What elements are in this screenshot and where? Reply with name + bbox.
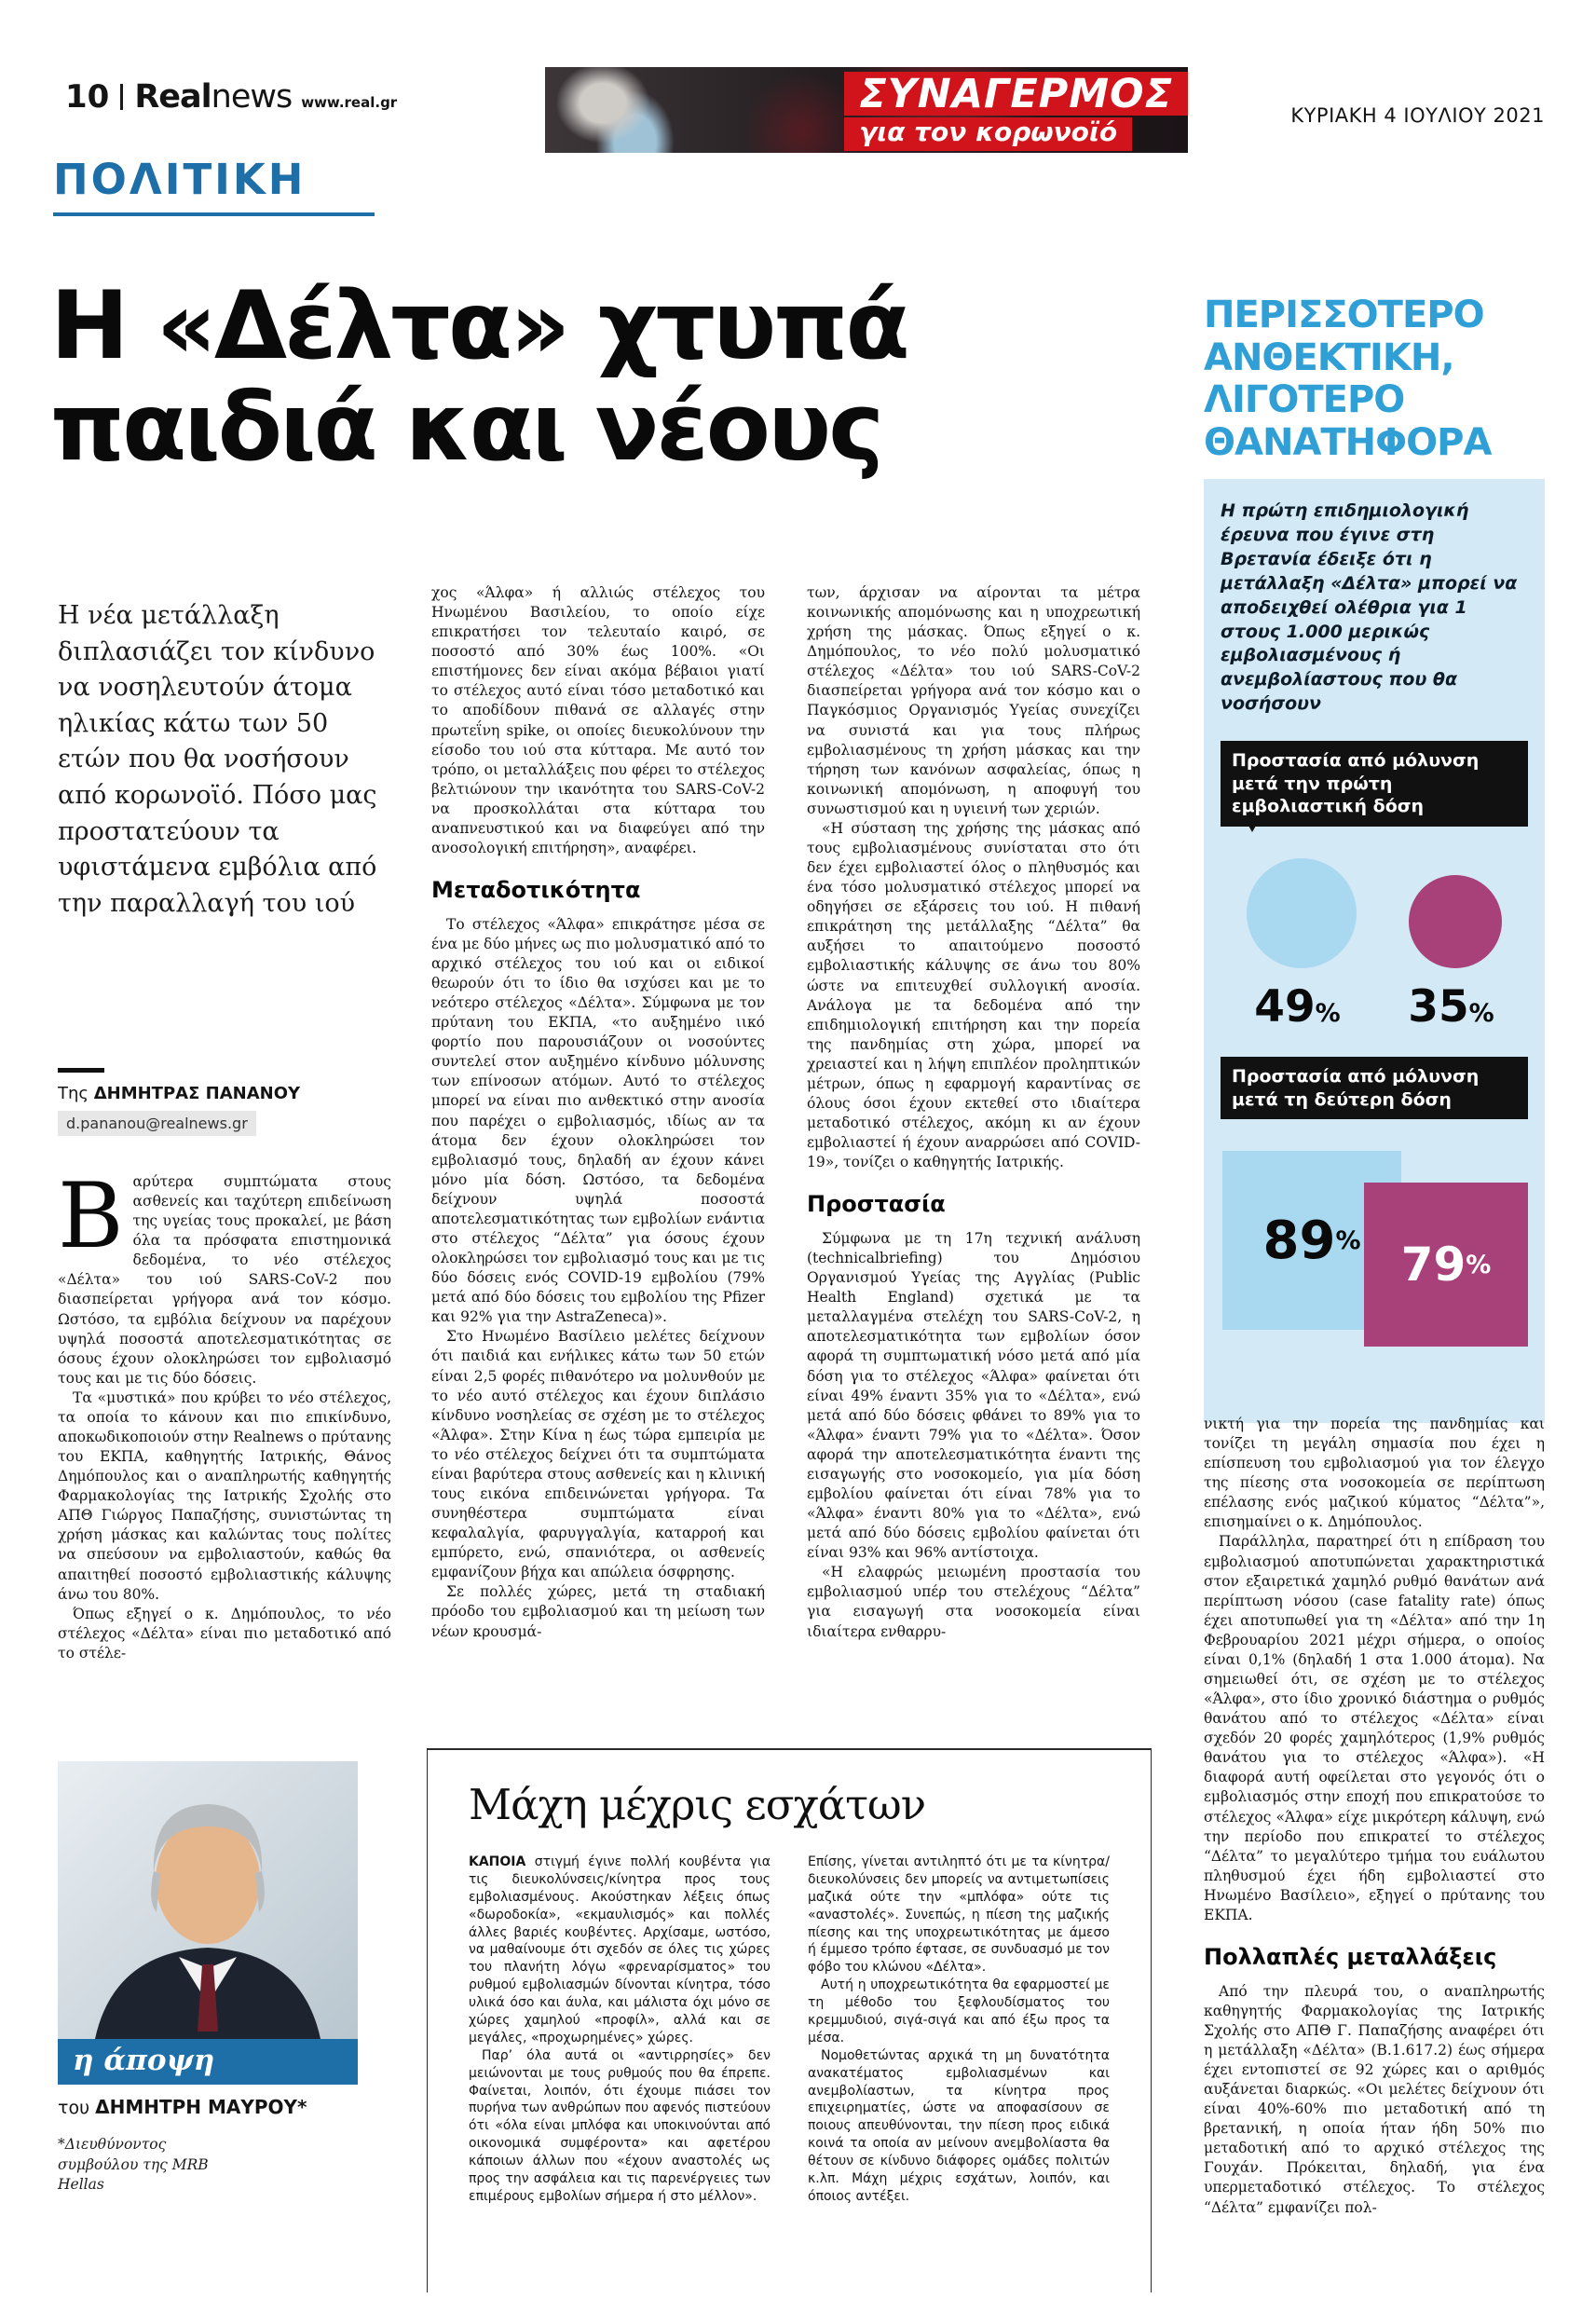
body-paragraph: «Η ελαφρώς μειωμένη προστασία του εμβολιασμού υπέρ του στελέχους “Δέλτα” για εισαγωγή στα νοσοκομεία είναι ιδιαίτερα ενθαρρυ- — [807, 1564, 1140, 1640]
subhead-transmissibility: Μεταδοτικότητα — [431, 877, 641, 904]
body-paragraph: «Η σύσταση της χρήσης της μάσκας από τους εμβολιασμένους συνίσταται στο ότι δεν έχει εμβολιαστεί όλος ο πληθυσμός και ένα τόσο μολυσματικό στέλεχος μπορεί να οδηγήσει σε εξάρσεις του ιού. Η πιθανή επικράτηση της μετάλλαξης “Δέλτα” θα αυξήσει το απαιτούμενο ποσοστό εμβολιαστικής κάλυψης σε άνω του 80% ώστε να επιτευχθεί συλλογική ανοσία. Ανάλογα με τα δεδομένα από την επιδημιολογική επιτήρηση και την πορεία της πανδημίας στη χώρα, μπορεί να χρειαστεί και η λήψη επιπλέον προληπτικών μέτρων, όπως η εφαρμογή καραντίνας σε όλους όσοι έχουν εκτεθεί στο ιδιαίτερα μεταδοτικό στέλεχος, ακόμη κι αν έχουν εμβολιαστεί ή έχουν αναρρώσει από COVID-19», τονίζει ο καθηγητής Ιατρικής. — [807, 819, 1140, 1171]
body-column-1 — [58, 1172, 391, 1728]
byline-email: d.pananou@realnews.gr — [58, 1111, 256, 1136]
percent-sign: % — [1335, 1225, 1361, 1255]
subhead-multiple-mutations: Πολλαπλές μεταλλάξεις — [1204, 1944, 1497, 1971]
chart1-delta-circle — [1409, 875, 1502, 968]
opinion-columns — [469, 1854, 1110, 2254]
body-paragraph: Σε πολλές χώρες, μετά τη σταδιακή πρόοδο του εμβολιασμού και τη μείωση των νέων κρουσμά- — [431, 1583, 765, 1640]
masthead — [65, 78, 397, 116]
author-prefix: του — [58, 2098, 90, 2118]
body-paragraph: χος «Άλφα» ή αλλιώς στέλεχος του Ηνωμένου Βασιλείου, το οποίο είχε επικρατήσει τον τελευταίο καιρό, σε ποσοστό από 30% έως 100%. «Οι επιστήμονες δεν είναι ακόμα βέβαιοι γιατί το στέλεχος αυτό είναι τόσο μεταδοτικό και το αποδίδουν πιθανά σε αλλαγές στην πρωτεΐνη spike, οι οποίες διευκολύνουν την είσοδο του ιού στα κύτταρα. Με αυτό τον τρόπο, οι μεταλλάξεις που φέρει το στέλεχος βελτιώνουν την ικανότητα του SARS-CoV-2 να προσκολλάται στα κύτταρα του αναπνευστικού και να διαφεύγει από την ανοσολογική επιτήρηση», αναφέρει. — [431, 584, 765, 857]
body-column-4 — [1204, 1415, 1545, 2294]
percent-sign: % — [1468, 998, 1494, 1028]
opinion-footnote: *Διευθύνοντος συμβούλου της MRB Hellas — [58, 2136, 209, 2194]
infographic-sidebar — [1204, 294, 1545, 1423]
chart1-alpha-value — [1254, 981, 1340, 1033]
value-number: 79 — [1400, 1238, 1466, 1293]
paragraph-text: αρύτερα συμπτώματα στους ασθενείς και ταχύτερη επιδείνωση της υγείας τους προκαλεί, με βάση όλα τα πρόσφατα επιστημονικά δεδομένα, το νέο στέλεχος «Δέλτα» του ιού SARS-CoV-2 που διασπείρεται γρήγορα ανά τον κόσμο. Ωστόσο, τα εμβόλια δείχνουν να παρέχουν υψηλά ποσοστά αποτελεσματικότητας σε όσους έχουν ολοκληρώσει τον εμβολιασμό τους και με τις δύο δόσεις. — [58, 1173, 391, 1387]
byline — [58, 1084, 384, 1103]
brand-logo-light: news — [211, 78, 293, 116]
byline-rule — [58, 1068, 104, 1073]
body-paragraph: Παράλληλα, παρατηρεί ότι η επίδραση του εμβολιασμού αποτυπώνεται χαρακτηριστικά στον εξαιρετικά χαμηλό ρυθμό θανάτων ανά περίπτωση νόσου (case fatality rate) όπως έχει αποτυπωθεί για τη «Δέλτα» από την 1η Φεβρουαρίου 2021 μέχρι σήμερα, ο οποίος είναι 0,1% (δηλαδή 1 στα 1.000 άτομα). Να σημειωθεί ότι, σε σχέση με το στέλεχος «Άλφα», στο ίδιο χρονικό διάστημα ο ρυθμός θανάτου από το στέλεχος «Δέλτα» είναι σχεδόν 20 φορές χαμηλότερος (1,9% ρυθμός θανάτου για το στέλεχος «Άλφα»). «Η διαφορά αυτή οφείλεται στο γεγονός ότι ο εμβολιασμός στην εποχή που επικρατούσε το στέλεχος «Άλφα» είχε μικρότερη κάλυψη, ενώ την περίοδο που επικρατεί το στέλεχος “Δέλτα” το μεγαλύτερο τμήμα του ευάλωτου πληθυσμού έχει ήδη εμβολιαστεί στο Ηνωμένο Βασίλειο», εξηγεί ο πρύτανης του ΕΚΠΑ. — [1204, 1533, 1545, 1923]
value-number: 49 — [1254, 980, 1316, 1033]
opinion-paragraph — [469, 1854, 771, 2047]
opinion-profile — [58, 1761, 358, 2196]
opinion-lead-word: ΚΑΠΟΙΑ — [469, 1854, 526, 1869]
body-paragraph: Σύμφωνα με τη 17η τεχνική ανάλυση (technicalbriefing) του Δημόσιου Οργανισμού Υγείας της Αγγλίας (Public Health England) σχετικά με τα μεταλλαγμένα στελέχη του SARS-CoV-2, η αποτελεσματικότητα των εμβολίων όσον αφορά τη συμπτωματική νόσο μετά από μία δόση για το στέλεχος «Άλφα» φαίνεται ότι είναι 49% έναντι 35% για το «Δέλτα», ενώ μετά από δύο δόσεις φθάνει το 89% για το «Άλφα» έναντι 79% για το «Δέλτα». Όσον αφορά την αποτελεσματικότητα έναντι της εισαγωγής στο νοσοκομείο, για μία δόση εμβολίου φαίνεται ότι είναι 78% για το «Άλφα» έναντι 80% για το «Δέλτα», ενώ μετά από δύο δόσεις εμβολίου φαίνεται ότι είναι 93% και 96% αντίστοιχα. — [807, 1229, 1140, 1562]
author-portrait — [58, 1761, 358, 2039]
section-rule — [53, 212, 375, 216]
body-paragraph: των, άρχισαν να αίρονται τα μέτρα κοινωνικής απομόνωσης και η υποχρεωτική χρήση της μάσκας. Όπως εξηγεί ο κ. Δημόπουλος, το νέο πολύ μολυσματικό στέλεχος «Δέλτα» του ιού SARS-CoV-2 διασπείρεται γρήγορα ανά τον κόσμο και ο Παγκόσμιος Οργανισμός Υγείας συνεχίζει να συνιστά και για τους πλήρως εμβολιασμένους τη χρήση μάσκας και την τήρηση των κανόνων ασφαλείας, όπως η κοινωνική απομόνωση, η αποφυγή του συνωστισμού και η υγιεινή των χεριών. — [807, 584, 1140, 817]
banner-headline: ΣΥΝΑΓΕΡΜΟΣ — [844, 72, 1188, 116]
opinion-kicker: η άποψη — [58, 2039, 358, 2085]
author-name: ΔΗΜΗΤΡΗ ΜΑΥΡΟΥ* — [95, 2096, 307, 2118]
opinion-column-2 — [808, 1854, 1110, 2254]
chart1-delta-value — [1408, 981, 1494, 1033]
article-lead: Η νέα μετάλλαξη διπλασιάζει τον κίνδυνο να νοσηλευτούν άτομα ηλικίας κάτω των 50 ετών που θα νοσήσουν από κορωνοϊό. Πόσο μας προστατεύουν τα υφιστάμενα εμβόλια από την παραλλαγή του ιού — [58, 601, 377, 918]
body-paragraph: Το στέλεχος «Άλφα» επικράτησε μέσα σε ένα με δύο μήνες ως πιο μολυσματικό από το αρχικό στέλεχος του ιού και οι ειδικοί θεωρούν ότι το ίδιο θα ισχύσει και με το νεότερο στέλεχος «Δέλτα». Σύμφωνα με τον πρύτανη του ΕΚΠΑ, «το αυξημένο ιικό φορτίο που παρουσιάζουν οι νοσούντες συντελεί στον αυξημένο κίνδυνο μόλυνσης των επίνοσων ατόμων. Αυτό το στέλεχος μπορεί να είναι πιο ανθεκτικό στην ανοσία που παρέχει ο εμβολιασμός, ιδίως αν τα άτομα δεν έχουν ολοκληρώσει τον εμβολιασμό τους, δηλαδή αν έχουν κάνει μόνο μία δόση. Ωστόσο, τα δεδομένα δείχνουν υψηλά ποσοστά αποτελεσματικότητας των εμβολίων ενάντια στο στέλεχος “Δέλτα” για όσους έχουν ολοκληρώσει τον εμβολιασμό τους και με τις δύο δόσεις ενός COVID-19 εμβολίου (79% μετά από δύο δόσεις του εμβολίου της Pfizer και 92% για την AstraZeneca)». — [431, 915, 765, 1326]
body-paragraph — [58, 1172, 391, 1389]
brand-logo-bold: Real — [134, 78, 211, 116]
opinion-paragraph: Αυτή η υποχρεωτικότητα θα εφαρμοστεί με τη μέθοδο του ξεφλουδίσματος του κρεμμυδιού, σιγά-σιγά και από έξω προς τα μέσα. — [808, 1977, 1110, 2045]
percent-sign: % — [1315, 998, 1341, 1028]
opinion-paragraph: Επίσης, γίνεται αντιληπτό ότι με τα κίνητρα/διευκολύνσεις δεν μπορείς να αντιμετωπίσεις μαζικά ούτε την «μπλόφα» ούτε τις «αναστολές». Συνεπώς, η πίεση της μαζικής πίεσης και της υποχρεωτικότητας με άμεσο ή έμμεσο τρόπο έφτασε, σε συνδυασμό με τον φόβο του κλώνου «Δέλτα». — [808, 1854, 1110, 1976]
edition-date: ΚΥΡΙΑΚΗ 4 ΙΟΥΛΙΟΥ 2021 — [1290, 104, 1545, 127]
byline-author: ΔΗΜΗΤΡΑΣ ΠΑΝΑΝΟΥ — [93, 1084, 301, 1103]
page-number: 10 — [65, 78, 110, 116]
body-paragraph: Τα «μυστικά» που κρύβει το νέο στέλεχος, τα οποία το κάνουν και πιο επικίνδυνο, αποκωδικοποιούν στην Realnews ο πρύτανης του ΕΚΠΑ, καθηγητής Ιατρικής, Θάνος Δημόπουλος και ο αναπληρωτής καθηγητής Φαρμακολογίας της Ιατρικής Σχολής στο ΑΠΘ Γιώργος Παπαζήσης, συνιστώντας τη χρήση μάσκας και καλώντας τους πολίτες να σπεύσουν να εμβολιαστούν, καθώς θα απαιτηθεί ποσοστό εμβολιαστικής κάλυψης άνω του 80%. — [58, 1389, 391, 1603]
body-column-3 — [807, 583, 1140, 1730]
opinion-author — [58, 2096, 358, 2118]
masthead-divider — [120, 84, 123, 110]
body-paragraph: Στο Ηνωμένο Βασίλειο μελέτες δείχνουν ότι παιδιά και ενήλικες κάτω των 50 ετών είναι 2,5 φορές πιθανότερο να μολυνθούν με το νέο αυτό στέλεχος και έχουν διπλάσιο κίνδυνο νοσηλείας σε σχέση με το στέλεχος «Άλφα». Στην Κίνα η έως τώρα εμπειρία με το νέο στέλεχος δείχνει ότι τα συμπτώματα είναι βαρύτερα στους ασθενείς και η κλινική τους εικόνα επιδεινώνεται γρήγορα. Τα συνηθέστερα συμπτώματα είναι κεφαλαλγία, φαρυγγαλγία, καταρροή και εμπύρετο, ενώ, σπανιότερα, οι ασθενείς εμφανίζουν βήχα και απώλεια όσφρησης. — [431, 1328, 765, 1581]
chart1-alpha-circle — [1247, 858, 1357, 968]
body-column-2 — [431, 583, 765, 1730]
article-headline: Η «Δέλτα» χτυπά παιδιά και νέους — [50, 270, 907, 483]
infographic-subtitle: Η πρώτη επιδημιολογική έρευνα που έγινε στη Βρετανία έδειξε ότι η μετάλλαξη «Δέλτα» μπορεί να αποδειχθεί ολέθρια για 1 στους 1.000 μερικώς εμβολιασμένους ή ανεμβολίαστους που θα νοσήσουν — [1221, 500, 1518, 714]
covid-alert-banner-photo — [545, 67, 1188, 153]
banner-subline: για τον κορωνοϊό — [844, 117, 1132, 151]
percent-sign: % — [1466, 1250, 1492, 1279]
chart2-delta-circle — [1364, 1183, 1528, 1347]
opinion-paragraph: Νομοθετώντας αρχικά τη μη δυνατότητα ανακατέματος εμβολιασμένων και ανεμβολίαστων, τα κίνητρα προς επιχειρηματίες, ώστε να αποφασίσουν σε ποιους απευθύνονται, την πίεση προς ειδικά κοινά τα οποία αν μείνουν ανεμβολίαστα θα θέτουν σε κίνδυνο διάφορες ομάδες πολιτών κ.λπ. Μάχη μέχρις εσχάτων, λοιπόν, και όποιος αντέξει. — [808, 2047, 1110, 2204]
section-title: ΠΟΛΙΤΙΚΗ — [53, 155, 307, 204]
chart2-label: Προστασία από μόλυνση μετά τη δεύτερη δόση — [1221, 1057, 1528, 1119]
opinion-title: Μάχη μέχρις εσχάτων — [469, 1780, 926, 1829]
value-number: 89 — [1262, 1210, 1336, 1271]
body-paragraph: Όπως εξηγεί ο κ. Δημόπουλος, το νέο στέλεχος «Δέλτα» είναι πιο μεταδοτικό από το στέλε- — [58, 1605, 391, 1662]
paragraph-text: στιγμή έγινε πολλή κουβέντα για τις διευκολύνσεις/κίνητρα προς τους εμβολιασμένους. Ακούστηκαν λέξεις όπως «δωροδοκία», «εκμαυλισμός» και πολλές άλλες βαριές κουβέντες. Αρχίσαμε, ωστόσο, να μαθαίνουμε ότι σχεδόν σε όλες τις χώρες του πλανήτη λόγω «φρεναρίσματος» του ρυθμού εμβολιασμών δίνονται κίνητρα, τόσο υλικά όσο και άυλα, και μάλιστα όχι μόνο σε χώρες χαμηλού «προφίλ», αλλά και σε μεγάλες, «προχωρημένες» χώρες. — [469, 1854, 771, 2045]
chart1-label: Προστασία από μόλυνση μετά την πρώτη εμβολιαστική δόση — [1221, 741, 1528, 827]
infographic-panel — [1204, 479, 1545, 1423]
opinion-article-box — [427, 1748, 1152, 2292]
byline-prefix: Της — [58, 1084, 89, 1103]
byline-block — [58, 1068, 384, 1136]
drop-cap: Β — [58, 1172, 124, 1268]
opinion-paragraph: Παρ’ όλα αυτά οι «αντιρρησίες» δεν μειώνονται με τους ρυθμούς που θα έπρεπε. Φαίνεται, λοιπόν, ότι έχουμε πιάσει τον πυρήνα των ανθρώπων που αφενός πιστεύουν ότι «όλα είναι μπλόφα και υποκινούνται από οικονομικά συμφέροντα» και αφετέρου κάποιων άλλων που «έχουν αναστολές ως προς την ασφάλεια και τις παρενέργειες των επιμέρους εμβολίων σήμερα ή στο μέλλον». — [469, 2047, 771, 2204]
covid-alert-banner — [844, 72, 1188, 151]
opinion-column-1 — [469, 1854, 771, 2254]
chart1-values — [1221, 981, 1528, 1033]
brand-url: www.real.gr — [301, 94, 398, 111]
chart1-circles — [1221, 858, 1528, 968]
chart2-circles — [1221, 1145, 1528, 1395]
body-paragraph: νικτή για την πορεία της πανδημίας και τονίζει τη μεγάλη σημασία που έχει η επίσπευση του εμβολιασμού για τον έλεγχο της πίεσης στα νοσοκομεία σε περίπτωση επέλασης ενός μαζικού κύματος “Δέλτα”», επισημαίνει ο κ. Δημόπουλος. — [1204, 1416, 1545, 1531]
body-paragraph: Από την πλευρά του, ο αναπληρωτής καθηγητής Φαρμακολογίας της Ιατρικής Σχολής στο ΑΠΘ Γ. Παπαζήσης αναφέρει ότι η μετάλλαξη «Δέλτα» (B.1.617.2) έως σήμερα έχει εντοπιστεί σε 92 χώρες και ο αριθμός αυξάνεται διαρκώς. «Οι μελέτες δείχνουν ότι είναι 40%-60% πιο μεταδοτική από τη βρετανική, η οποία ήταν ήδη 50% πιο μεταδοτική από το αρχικό στέλεχος της Γουχάν. Πρόκειται, δηλαδή, για ένα υπερμεταδοτικό στέλεχος. Το στέλεχος “Δέλτα” εμφανίζει πολ- — [1204, 1982, 1545, 2216]
infographic-title: ΠΕΡΙΣΣΟΤΕΡΟ ΑΝΘΕΚΤΙΚΗ, ΛΙΓΟΤΕΡΟ ΘΑΝΑΤΗΦΟΡΑ — [1204, 294, 1492, 464]
subhead-protection: Προστασία — [807, 1191, 946, 1218]
value-number: 35 — [1408, 980, 1469, 1033]
